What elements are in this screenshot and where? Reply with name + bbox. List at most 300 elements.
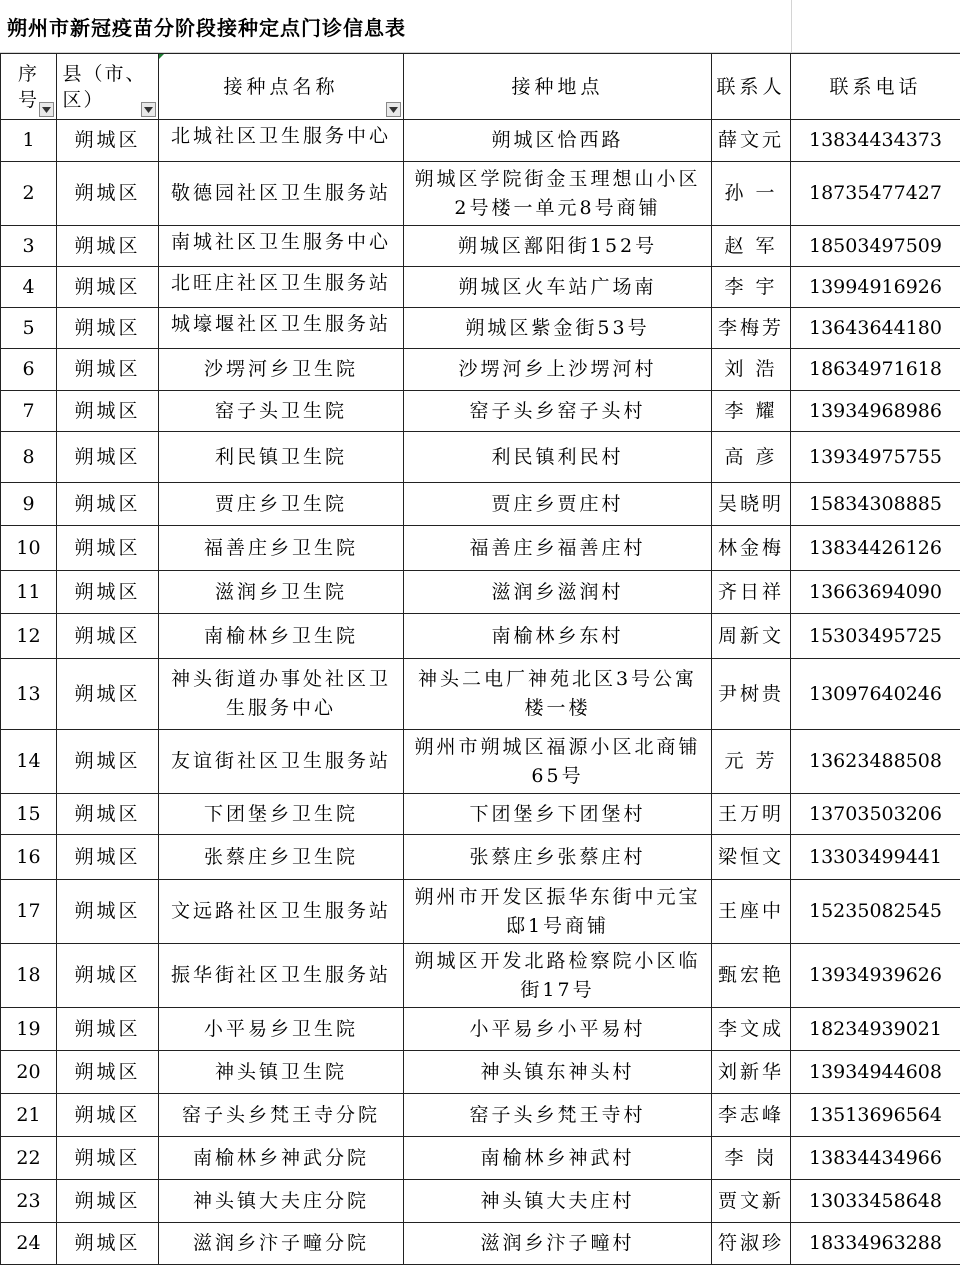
cell-address-text: 朔城区紫金街53号 (465, 316, 650, 339)
cell-county-text: 朔城区 (74, 802, 141, 825)
cell-seq-text: 4 (22, 275, 35, 298)
cell-site-name[interactable] (159, 1137, 404, 1180)
header-county-label: 县（市、区） (62, 62, 147, 111)
cell-seq[interactable] (1, 659, 57, 730)
table-row (1, 730, 960, 794)
cell-county-text: 朔城区 (74, 845, 141, 868)
cell-address[interactable] (404, 483, 712, 526)
header-contact[interactable] (712, 54, 791, 120)
cell-site-name-text: 神头街道办事处社区卫生服务中心 (170, 668, 391, 719)
cell-county[interactable] (57, 483, 159, 526)
cell-contact-text: 林金梅 (717, 536, 784, 559)
cell-contact-text: 元 芳 (724, 750, 778, 772)
cell-contact-text: 周新文 (717, 624, 784, 647)
cell-contact-text: 李文成 (717, 1017, 784, 1040)
cell-county-text: 朔城区 (74, 1189, 141, 1212)
cell-seq[interactable] (1, 614, 57, 659)
cell-address[interactable] (404, 571, 712, 614)
table-row (1, 391, 960, 432)
cell-contact-text: 梁恒文 (717, 845, 784, 868)
cell-address-text: 南榆林乡神武村 (480, 1146, 635, 1169)
cell-site-name[interactable] (159, 1180, 404, 1223)
header-phone-label: 联系电话 (829, 75, 922, 98)
cell-seq-text: 2 (22, 182, 35, 204)
cell-phone[interactable] (791, 730, 960, 794)
cell-contact[interactable] (712, 349, 791, 391)
cell-seq[interactable] (1, 571, 57, 614)
table-row (1, 1051, 960, 1094)
cell-address[interactable] (404, 1051, 712, 1094)
filter-site-name-button[interactable] (386, 102, 401, 117)
cell-phone-text: 13834434966 (809, 1146, 942, 1169)
cell-address-text: 朔州市朔城区福源小区北商铺65号 (414, 735, 701, 787)
table-row (1, 308, 960, 349)
table-row (1, 1180, 960, 1223)
cell-contact-text: 李志峰 (717, 1103, 784, 1126)
cell-contact-text: 刘新华 (717, 1060, 784, 1083)
cell-county[interactable] (57, 794, 159, 835)
cell-contact[interactable] (712, 526, 791, 571)
cell-contact[interactable] (712, 308, 791, 349)
cell-contact[interactable] (712, 730, 791, 794)
cell-seq-text: 15 (16, 802, 41, 825)
cell-seq[interactable] (1, 1180, 57, 1223)
cell-county[interactable] (57, 526, 159, 571)
table-row (1, 162, 960, 226)
cell-contact[interactable] (712, 267, 791, 308)
cell-address[interactable] (404, 730, 712, 794)
cell-contact[interactable] (712, 226, 791, 267)
cell-seq-text: 17 (16, 900, 41, 922)
cell-phone-text: 18334963288 (809, 1232, 942, 1254)
cell-phone[interactable] (791, 1223, 960, 1265)
cell-phone-text: 18634971618 (809, 358, 942, 380)
cell-phone[interactable] (791, 308, 960, 349)
cell-site-name-text: 南城社区卫生服务中心 (170, 231, 391, 253)
page-title[interactable]: 朔州市新冠疫苗分阶段接种定点门诊信息表 (0, 0, 792, 52)
cell-site-name[interactable] (159, 1008, 404, 1051)
cell-address[interactable] (404, 794, 712, 835)
cell-address[interactable] (404, 526, 712, 571)
table-row (1, 1094, 960, 1137)
cell-site-name-text: 小平易乡卫生院 (203, 1017, 358, 1040)
cell-phone-text: 13834434373 (809, 129, 942, 151)
cell-county-text: 朔城区 (74, 234, 141, 257)
cell-phone[interactable] (791, 267, 960, 308)
cell-seq[interactable] (1, 308, 57, 349)
cell-county-text: 朔城区 (74, 1017, 141, 1040)
cell-address-text: 下团堡乡下团堡村 (469, 802, 646, 825)
cell-address[interactable] (404, 659, 712, 730)
cell-site-name[interactable] (159, 267, 404, 308)
cell-contact[interactable] (712, 880, 791, 944)
cell-site-name-text: 友谊街社区卫生服务站 (170, 750, 391, 772)
cell-contact[interactable] (712, 120, 791, 162)
dropdown-filter-icon (389, 107, 398, 113)
cell-site-name-text: 张蔡庄乡卫生院 (203, 845, 358, 868)
cell-phone[interactable] (791, 162, 960, 226)
cell-address[interactable] (404, 391, 712, 432)
cell-address[interactable] (404, 1008, 712, 1051)
cell-county-text: 朔城区 (74, 1060, 141, 1083)
cell-address-text: 福善庄乡福善庄村 (469, 536, 646, 559)
cell-phone[interactable] (791, 880, 960, 944)
cell-county-text: 朔城区 (74, 900, 141, 922)
cell-site-name-text: 神头镇大夫庄分院 (192, 1189, 369, 1212)
cell-phone[interactable] (791, 1051, 960, 1094)
cell-site-name[interactable] (159, 730, 404, 794)
cell-address-text: 神头镇大夫庄村 (480, 1189, 635, 1212)
cell-seq[interactable] (1, 1008, 57, 1051)
cell-site-name[interactable] (159, 614, 404, 659)
cell-address-text: 利民镇利民村 (491, 445, 624, 468)
cell-county[interactable] (57, 880, 159, 944)
cell-phone-text: 13513696564 (809, 1103, 942, 1126)
cell-county[interactable] (57, 835, 159, 880)
cell-county[interactable] (57, 571, 159, 614)
cell-contact[interactable] (712, 1051, 791, 1094)
cell-contact-text: 王座中 (717, 900, 784, 922)
cell-address-text: 窑子头乡窑子头村 (469, 399, 646, 422)
cell-site-name[interactable] (159, 659, 404, 730)
cell-address-text: 张蔡庄乡张蔡庄村 (469, 845, 646, 868)
cell-contact-text: 李 耀 (724, 399, 778, 422)
cell-contact[interactable] (712, 614, 791, 659)
cell-seq[interactable] (1, 267, 57, 308)
header-seq-label: 序号 (17, 62, 39, 111)
header-contact-label: 联系人 (716, 75, 786, 98)
table-row (1, 432, 960, 483)
cell-seq-text: 20 (16, 1060, 41, 1083)
cell-phone[interactable] (791, 794, 960, 835)
cell-county-text: 朔城区 (74, 1103, 141, 1126)
cell-seq[interactable] (1, 835, 57, 880)
cell-contact-text: 刘 浩 (724, 358, 778, 380)
cell-site-name[interactable] (159, 794, 404, 835)
cell-phone[interactable] (791, 526, 960, 571)
filter-county-button[interactable] (141, 102, 156, 117)
cell-seq[interactable] (1, 432, 57, 483)
cell-seq[interactable] (1, 526, 57, 571)
table-row (1, 614, 960, 659)
cell-phone-text: 13643644180 (809, 316, 942, 339)
cell-county[interactable] (57, 349, 159, 391)
cell-contact-text: 高 彦 (724, 445, 778, 468)
cell-county[interactable] (57, 659, 159, 730)
cell-county[interactable] (57, 1051, 159, 1094)
table-row (1, 526, 960, 571)
cell-seq-text: 5 (22, 316, 35, 339)
cell-county-text: 朔城区 (74, 964, 141, 986)
cell-site-name[interactable] (159, 226, 404, 267)
cell-phone-text: 13033458648 (809, 1189, 942, 1212)
table-row (1, 659, 960, 730)
cell-seq[interactable] (1, 226, 57, 267)
header-phone[interactable] (791, 54, 960, 120)
cell-county-text: 朔城区 (74, 492, 141, 515)
cell-phone-text: 15834308885 (809, 492, 942, 515)
cell-county[interactable] (57, 1137, 159, 1180)
cell-county[interactable] (57, 1180, 159, 1223)
cell-phone-text: 18735477427 (809, 182, 942, 204)
cell-site-name-text: 贾庄乡卫生院 (214, 492, 347, 515)
cell-seq[interactable] (1, 1051, 57, 1094)
cell-site-name-text: 窑子头卫生院 (214, 399, 347, 422)
cell-address[interactable] (404, 1094, 712, 1137)
cell-seq[interactable] (1, 483, 57, 526)
cell-address-text: 窑子头乡梵王寺村 (469, 1103, 646, 1126)
table-row (1, 349, 960, 391)
cell-county-text: 朔城区 (74, 1146, 141, 1169)
cell-county[interactable] (57, 226, 159, 267)
cell-seq[interactable] (1, 794, 57, 835)
cell-contact[interactable] (712, 794, 791, 835)
cell-seq[interactable] (1, 944, 57, 1008)
cell-phone[interactable] (791, 120, 960, 162)
cell-county[interactable] (57, 1008, 159, 1051)
cell-contact[interactable] (712, 835, 791, 880)
empty-cell[interactable] (792, 0, 960, 52)
header-address[interactable] (404, 54, 712, 120)
cell-phone-text: 13303499441 (809, 845, 942, 868)
cell-county-text: 朔城区 (74, 316, 141, 339)
cell-phone-text: 13934975755 (809, 445, 942, 468)
cell-phone-text: 13834426126 (809, 536, 942, 559)
cell-phone[interactable] (791, 349, 960, 391)
cell-site-name[interactable] (159, 483, 404, 526)
cell-phone[interactable] (791, 614, 960, 659)
cell-contact[interactable] (712, 1180, 791, 1223)
cell-site-name-text: 利民镇卫生院 (214, 445, 347, 468)
cell-contact[interactable] (712, 1223, 791, 1265)
cell-phone[interactable] (791, 1008, 960, 1051)
cell-site-name[interactable] (159, 308, 404, 349)
cell-phone-text: 15303495725 (809, 624, 942, 647)
cell-address[interactable] (404, 880, 712, 944)
table-row (1, 835, 960, 880)
cell-address-text: 小平易乡小平易村 (469, 1017, 646, 1040)
cell-address[interactable] (404, 1180, 712, 1223)
cell-address-text: 贾庄乡贾庄村 (491, 492, 624, 515)
cell-address-text: 朔城区恰西路 (491, 129, 624, 151)
cell-contact[interactable] (712, 571, 791, 614)
cell-phone[interactable] (791, 835, 960, 880)
table-row (1, 483, 960, 526)
cell-seq-text: 21 (16, 1103, 41, 1126)
cell-address[interactable] (404, 267, 712, 308)
cell-site-name-text: 窑子头乡梵王寺分院 (181, 1103, 380, 1126)
cell-county[interactable] (57, 730, 159, 794)
cell-phone[interactable] (791, 1180, 960, 1223)
cell-seq[interactable] (1, 1137, 57, 1180)
cell-site-name[interactable] (159, 880, 404, 944)
cell-seq-text: 18 (16, 964, 41, 986)
cell-contact[interactable] (712, 1094, 791, 1137)
cell-site-name[interactable] (159, 526, 404, 571)
header-seq[interactable] (1, 54, 57, 120)
cell-site-name-text: 神头镇卫生院 (214, 1060, 347, 1083)
table-row (1, 1008, 960, 1051)
cell-contact[interactable] (712, 162, 791, 226)
cell-address-text: 朔城区学院街金玉理想山小区2号楼一单元8号商铺 (414, 167, 701, 219)
cell-seq[interactable] (1, 880, 57, 944)
cell-seq[interactable] (1, 730, 57, 794)
cell-site-name[interactable] (159, 1051, 404, 1094)
cell-phone[interactable] (791, 944, 960, 1008)
cell-site-name-text: 滋润乡汴子疃分院 (192, 1232, 369, 1254)
clinic-table (0, 53, 960, 1265)
cell-contact[interactable] (712, 944, 791, 1008)
table-row (1, 944, 960, 1008)
cell-contact-text: 甄宏艳 (717, 964, 784, 986)
cell-contact[interactable] (712, 1137, 791, 1180)
cell-contact[interactable] (712, 659, 791, 730)
cell-address[interactable] (404, 944, 712, 1008)
cell-site-name[interactable] (159, 1094, 404, 1137)
cell-seq[interactable] (1, 1094, 57, 1137)
cell-contact-text: 尹树贵 (717, 682, 784, 705)
cell-address[interactable] (404, 162, 712, 226)
title-row (0, 0, 960, 53)
table-row (1, 226, 960, 267)
cell-phone-text: 15235082545 (809, 900, 942, 922)
cell-phone[interactable] (791, 483, 960, 526)
cell-contact-text: 贾文新 (717, 1189, 784, 1212)
cell-address[interactable] (404, 308, 712, 349)
cell-county[interactable] (57, 162, 159, 226)
cell-contact[interactable] (712, 483, 791, 526)
cell-contact-text: 赵 军 (724, 234, 778, 257)
cell-seq[interactable] (1, 349, 57, 391)
cell-contact-text: 符淑珍 (717, 1232, 784, 1254)
cell-seq-text: 23 (16, 1189, 41, 1212)
cell-phone-text: 13703503206 (809, 802, 942, 825)
header-county[interactable] (57, 54, 159, 120)
cell-county-text: 朔城区 (74, 536, 141, 559)
cell-site-name[interactable] (159, 432, 404, 483)
cell-site-name-text: 城壕堰社区卫生服务站 (170, 313, 391, 335)
cell-county-text: 朔城区 (74, 445, 141, 468)
cell-seq-text: 8 (22, 445, 35, 468)
cell-seq-text: 7 (22, 399, 35, 422)
cell-address-text: 滋润乡汴子疃村 (480, 1232, 635, 1254)
cell-county[interactable] (57, 308, 159, 349)
cell-phone[interactable] (791, 226, 960, 267)
cell-contact-text: 孙 一 (724, 182, 778, 204)
dropdown-filter-icon (144, 107, 153, 113)
cell-seq-text: 10 (16, 536, 41, 559)
cell-address[interactable] (404, 120, 712, 162)
cell-seq[interactable] (1, 391, 57, 432)
cell-county-text: 朔城区 (74, 580, 141, 603)
cell-phone-text: 13934939626 (809, 964, 942, 986)
cell-site-name[interactable] (159, 571, 404, 614)
cell-phone-text: 13097640246 (809, 682, 942, 705)
cell-county[interactable] (57, 1223, 159, 1265)
cell-county[interactable] (57, 120, 159, 162)
cell-address-text: 神头镇东神头村 (480, 1060, 635, 1083)
cell-county[interactable] (57, 432, 159, 483)
cell-county[interactable] (57, 267, 159, 308)
cell-site-name-text: 北旺庄社区卫生服务站 (170, 272, 391, 294)
cell-address[interactable] (404, 1223, 712, 1265)
cell-phone-text: 13994916926 (809, 275, 942, 298)
cell-address[interactable] (404, 614, 712, 659)
cell-county[interactable] (57, 944, 159, 1008)
header-address-label: 接种地点 (511, 75, 604, 98)
dropdown-filter-icon (42, 107, 51, 113)
cell-phone[interactable] (791, 1094, 960, 1137)
table-row (1, 880, 960, 944)
cell-seq-text: 1 (22, 129, 35, 151)
cell-contact[interactable] (712, 432, 791, 483)
cell-site-name[interactable] (159, 944, 404, 1008)
cell-county-text: 朔城区 (74, 1232, 141, 1254)
cell-site-name-text: 下团堡乡卫生院 (203, 802, 358, 825)
table-row (1, 120, 960, 162)
cell-county-text: 朔城区 (74, 358, 141, 380)
cell-seq-text: 11 (16, 580, 41, 603)
cell-county[interactable] (57, 1094, 159, 1137)
cell-phone[interactable] (791, 659, 960, 730)
cell-contact[interactable] (712, 1008, 791, 1051)
cell-phone[interactable] (791, 391, 960, 432)
cell-address[interactable] (404, 226, 712, 267)
cell-contact-text: 吴晓明 (717, 492, 784, 515)
cell-site-name-text: 文远路社区卫生服务站 (170, 900, 391, 922)
cell-address[interactable] (404, 432, 712, 483)
table-row (1, 571, 960, 614)
header-site-name[interactable] (159, 54, 404, 120)
cell-county[interactable] (57, 614, 159, 659)
cell-phone[interactable] (791, 432, 960, 483)
cell-seq-text: 12 (16, 624, 41, 647)
cell-seq-text: 24 (16, 1232, 41, 1254)
filter-seq-button[interactable] (39, 102, 54, 117)
cell-seq[interactable] (1, 162, 57, 226)
cell-seq[interactable] (1, 1223, 57, 1265)
cell-site-name[interactable] (159, 162, 404, 226)
table-row (1, 1223, 960, 1265)
cell-seq-text: 9 (22, 492, 35, 515)
cell-site-name[interactable] (159, 835, 404, 880)
cell-contact-text: 齐日祥 (717, 580, 784, 603)
cell-county-text: 朔城区 (74, 682, 141, 705)
cell-address[interactable] (404, 1137, 712, 1180)
cell-contact-text: 薛文元 (717, 129, 784, 151)
cell-phone[interactable] (791, 571, 960, 614)
cell-site-name-text: 振华街社区卫生服务站 (170, 964, 391, 986)
cell-site-name[interactable] (159, 349, 404, 391)
table-row (1, 794, 960, 835)
cell-site-name-text: 南榆林乡卫生院 (203, 624, 358, 647)
cell-site-name-text: 福善庄乡卫生院 (203, 536, 358, 559)
cell-site-name[interactable] (159, 120, 404, 162)
cell-address[interactable] (404, 835, 712, 880)
cell-seq-text: 13 (16, 682, 41, 705)
cell-phone-text: 18503497509 (809, 234, 942, 257)
cell-county[interactable] (57, 391, 159, 432)
cell-contact[interactable] (712, 391, 791, 432)
cell-address[interactable] (404, 349, 712, 391)
cell-phone[interactable] (791, 1137, 960, 1180)
cell-site-name[interactable] (159, 391, 404, 432)
cell-site-name[interactable] (159, 1223, 404, 1265)
header-site-name-label: 接种点名称 (223, 75, 339, 98)
cell-seq[interactable] (1, 120, 57, 162)
table-row (1, 1137, 960, 1180)
cell-site-name-text: 敬德园社区卫生服务站 (170, 182, 391, 204)
